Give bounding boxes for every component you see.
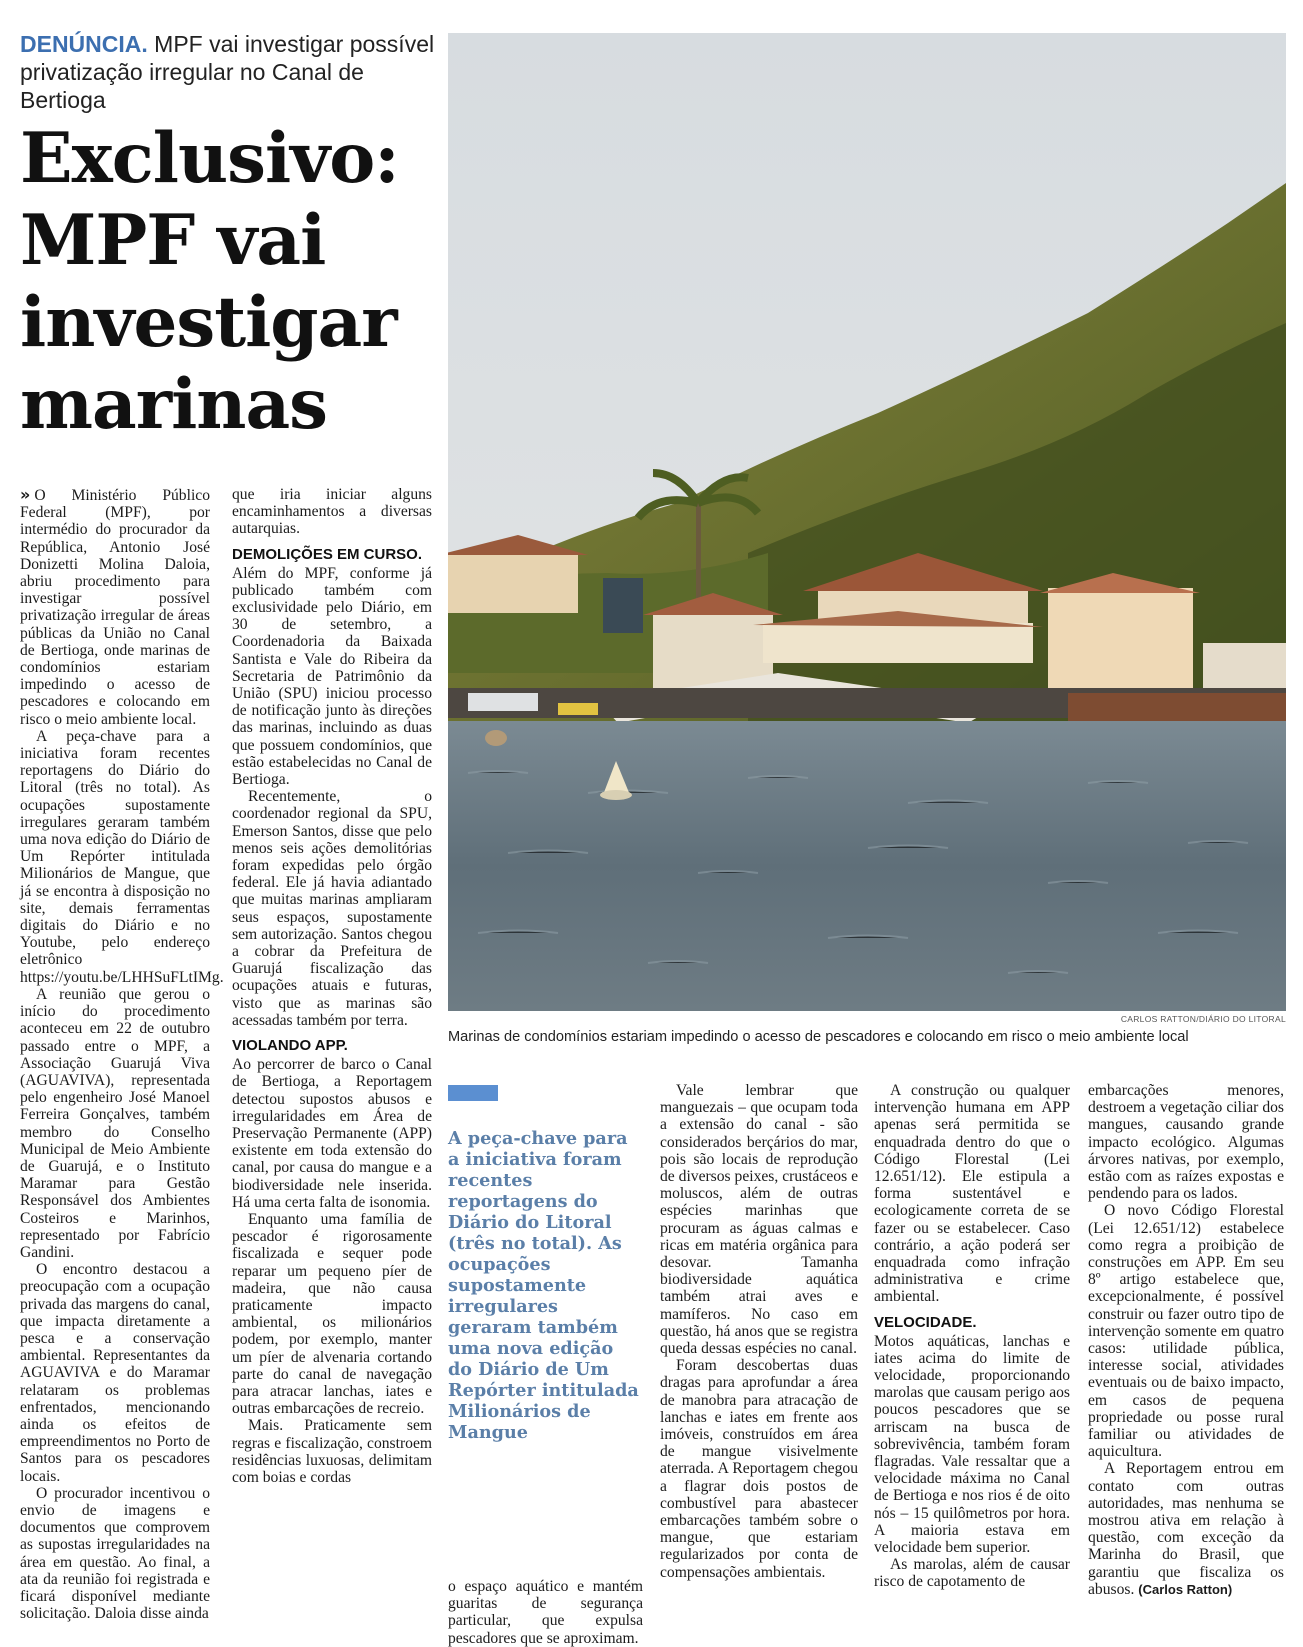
subheading-demolicoes: DEMOLIÇÕES EM CURSO. [232, 545, 423, 563]
subheading-violando-app: VIOLANDO APP. [232, 1037, 348, 1055]
paragraph: O novo Código Florestal (Lei 12.651/12) estabelece como regra a proibição de construções em APP. Em seu 8º artigo estabelece que, excepcionalmente, é possível construir ou fazer outro tipo de intervenção somente em quatro casos: utilidade pública, interesse social, atividades eventuais ou de baixo impacto, em casos de pequena propriedade ou posse rural familiar ou atividades de aquicultura. [1088, 1202, 1284, 1461]
paragraph: Recentemente, o coordenador regional da SPU, Emerson Santos, disse que pelo menos seis ações demolitórias foram expedidas pelo órgão federal. Ele já havia adiantado que muitas marinas ampliaram seus espaços, supostamente sem autorização. Santos chegou a cobrar da Prefeitura de Guarujá fiscalização das ocupações atuais e futuras, visto que as marinas são acessadas também por terra. [232, 788, 432, 1029]
headline-line-4: marinas [20, 364, 328, 445]
paragraph: embarcações menores, destroem a vegetação ciliar dos mangues, causando grande impacto ecológico. Algumas árvores nativas, por exemplo, estão com as raízes expostas e pendendo para os lados. [1088, 1082, 1284, 1203]
paragraph: As marolas, além de causar risco de capotamento de [874, 1556, 1070, 1591]
paragraph: A peça-chave para a iniciativa foram recentes reportagens do Diário do Litoral (três no total). As ocupações supostamente irregulares geraram também uma nova edição do Diário de Um Repórter intitulada Milionários de Mangue, que já se encontra à disposição no site, demais ferramentas digitais do Diário e no Youtube, pelo endereço eletrônico https://youtu.be/LHHSuFLtIMg. [20, 727, 224, 986]
paragraph: Motos aquáticas, lanchas e iates acima do limite de velocidade, proporcionando marolas que causam perigo aos poucos pescadores que se arriscam na busca de sobrevivência, também foram flagradas. Vale ressaltar que a velocidade máxima no Canal de Bertioga e nos rios é de oito nós – 15 quilômetros por hora. A maioria estava em velocidade bem superior. [874, 1332, 1070, 1557]
paragraph: Vale lembrar que manguezais – que ocupam toda a extensão do canal - são considerados berçários do mar, pois são locais de reprodução de diversos peixes, crustáceos e moluscos, além de outras espécies marinhas que procuram as águas calmas e ricas em matéria orgânica para desovar. Tamanha biodiversidade aquática também atrai aves e mamíferos. No caso em questão, há anos que se registra queda dessas espécies no canal. [660, 1082, 858, 1358]
headline-line-3: investigar [20, 282, 397, 363]
paragraph: O procurador incentivou o envio de imagens e documentos que comprovem as supostas irregularidades na área em questão. Ao final, a ata da reunião foi registrada e ficará disponível mediante solicitação. Daloia disse ainda [20, 1484, 210, 1623]
article-column-3 [448, 1578, 643, 1647]
paragraph: Enquanto uma família de pescador é rigorosamente fiscalizada e sequer pode reparar um pequeno píer de madeira, que não causa praticamente impacto ambiental, os milionários podem, por exemplo, manter um píer de alvenaria cortando parte do canal de navegação para atracar lanchas, iates e outras embarcações de recreio. [232, 1210, 432, 1418]
photo-credit: CARLOS RATTON/DIÁRIO DO LITORAL [1120, 1014, 1286, 1024]
photo-caption: Marinas de condomínios estariam impedindo o acesso de pescadores e colocando em risco o meio ambiente local [448, 1029, 1189, 1045]
chevron-icon: » [20, 485, 31, 504]
paragraph: o espaço aquático e mantém guaritas de segurança particular, que expulsa pescadores que se aproximam. [448, 1578, 643, 1647]
article-column-2 [232, 486, 432, 1486]
paragraph: Foram descobertas duas dragas para aprofundar a área de manobra para atracação de lanchas e iates em frente aos imóveis, construídos em área de mangue visivelmente aterrada. A Reportagem chegou a flagrar dois postos de combustível para abastecer embarcações também sobre o mangue, que estariam regularizados por conta de compensações ambientais. [660, 1357, 858, 1581]
kicker-tag: DENÚNCIA. [20, 31, 148, 57]
headline [20, 118, 440, 446]
paragraph: Além do MPF, conforme já publicado também com exclusividade pelo Diário, em 30 de setembro, a Coordenadoria da Baixada Santista e Vale do Ribeira da Secretaria de Patrimônio da União (SPU) iniciou processo de notificação junto às direções das marinas, incluindo as duas que possuem condomínios, que estão estabelecidas no Canal de Bertioga. [232, 564, 432, 789]
lead-paragraph: » O Ministério Público Federal (MPF), por intermédio do procurador da República, Antonio José Donizetti Molina Daloia, abriu procedimento para investigar possível privatização irregular de áreas públicas da União no Canal de Bertioga, onde marinas de condomínios estariam impedindo o acesso de pescadores e colocando em risco o meio ambiente local. [20, 485, 210, 728]
paragraph: A reunião que gerou o início do procedimento aconteceu em 22 de outubro passado entre o MPF, a Associação Guarujá Viva (AGUAVIVA), representada pelo engenheiro José Manoel Ferreira Gonçalves, também membro do Conselho Municipal de Meio Ambiente de Guarujá, e o Instituto Maramar para Gestão Responsável dos Ambientes Costeiros e Marinhos, representado por Fabrício Gandini. [20, 985, 210, 1261]
paragraph: O encontro destacou a preocupação com a ocupação privada das margens do canal, que impacta diretamente a pesca e a conservação ambiental. Representantes da AGUAVIVA e do Maramar relataram os problemas enfrentados, mencionando ainda os efeitos de empreendimentos no Porto de Santos para os pescadores locais. [20, 1261, 210, 1485]
headline-line-2: MPF vai [20, 200, 326, 281]
paragraph: que iria iniciar alguns encaminhamentos a diversas autarquias. [232, 486, 432, 538]
article-column-1 [20, 485, 224, 1623]
paragraph: A construção ou qualquer intervenção humana em APP apenas será permitida se enquadrada dentro do que o Código Florestal (Lei 12.651/12). Ele estipula a forma sustentável e ecologicamente correta de se fazer ou se estabelecer. Caso contrário, a ação poderá ser enquadrada como infração administrativa e crime ambiental. [874, 1082, 1070, 1306]
paragraph: Ao percorrer de barco o Canal de Bertioga, a Reportagem detectou supostos abusos e irregularidades em Área de Preservação Permanente (APP) existente em toda extensão do canal, por causa do mangue e a biodiversidade nele inserida. Há uma certa falta de isonomia. [232, 1056, 432, 1211]
paragraph: Mais. Praticamente sem regras e fiscalização, constroem residências luxuosas, delimitam com boias e cordas [232, 1417, 432, 1486]
headline-line-1: Exclusivo: [20, 118, 399, 199]
article-column-6 [1088, 1082, 1284, 1598]
article-column-4 [660, 1082, 858, 1581]
kicker-text: MPF vai investigar possível privatização irregular no Canal de Bertioga [20, 31, 435, 113]
subheading-velocidade: VELOCIDADE. [874, 1313, 977, 1331]
paragraph: A Reportagem entrou em contato com outras autoridades, mas nenhuma se mostrou ativa em relação à questão, com exceção da Marinha do Brasil, que garantiu que fiscaliza os abusos. (Carlos Ratton) [1088, 1460, 1284, 1598]
pull-quote: A peça-chave para a iniciativa foram recentes reportagens do Diário do Litoral (três no total). As ocupações supostamente irregulares geraram também uma nova edição do Diário de Um Repórter intitulada Milionários de Mangue [448, 1128, 639, 1443]
author-signature: (Carlos Ratton) [1138, 1581, 1233, 1597]
pull-quote-bar [448, 1085, 498, 1101]
marina-photo [448, 33, 1286, 1011]
article-column-5 [874, 1082, 1070, 1591]
kicker [20, 30, 450, 114]
